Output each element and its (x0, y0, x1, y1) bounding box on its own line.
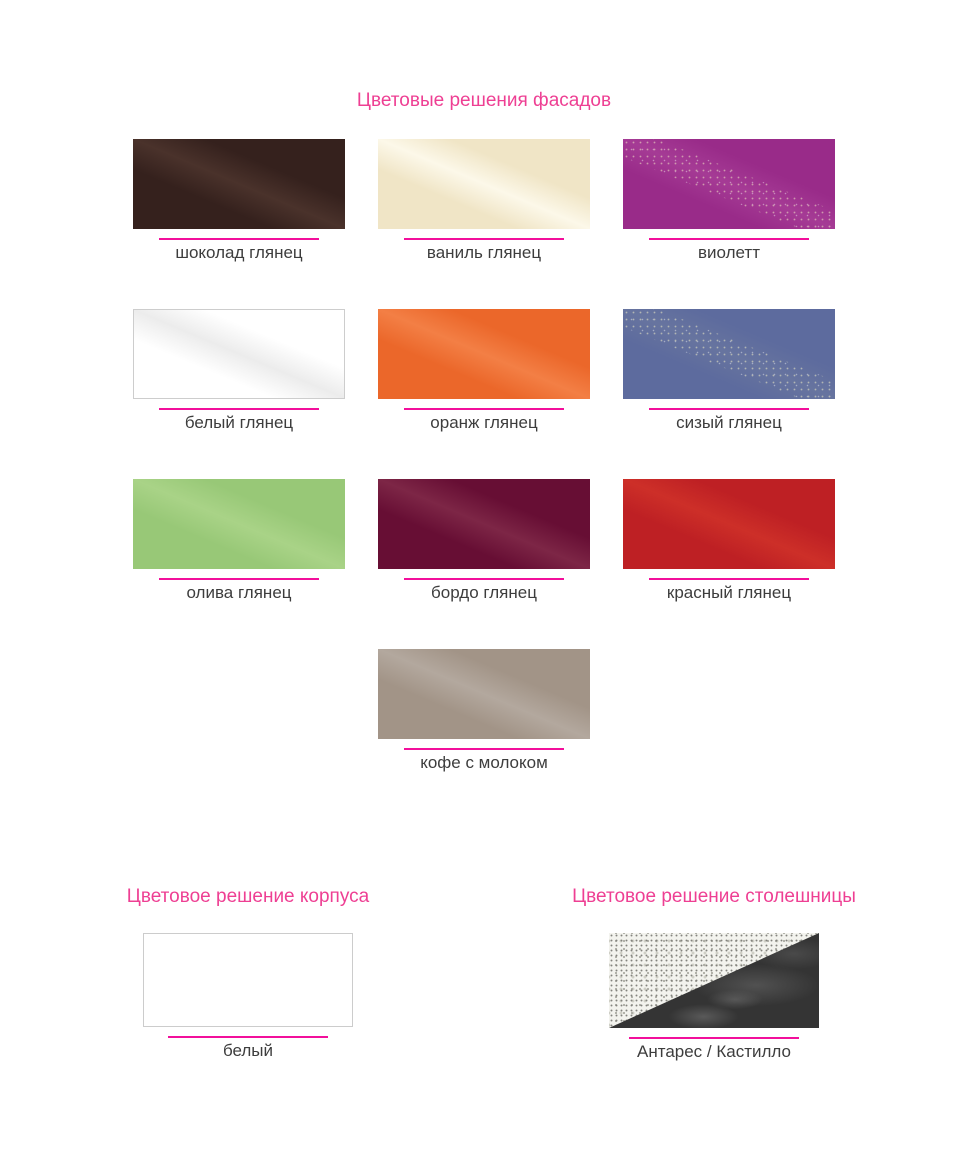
body-color-label: белый (222, 1041, 274, 1060)
facade-swatch (378, 309, 590, 433)
facade-swatch (133, 309, 345, 433)
swatch-label: олива глянец (186, 583, 292, 602)
color-tile (378, 479, 590, 569)
facade-swatch (133, 139, 345, 263)
color-tile (133, 309, 345, 399)
swatch-underline (404, 578, 564, 580)
facade-swatch (623, 309, 835, 433)
swatch-label: сизый глянец (676, 413, 782, 432)
swatch-label: оранж глянец (430, 413, 538, 432)
color-tile (378, 139, 590, 229)
swatch-label: кофе с молоком (420, 753, 548, 772)
page-body (0, 90, 968, 1170)
facade-swatch (623, 479, 835, 603)
swatch-underline (404, 408, 564, 410)
body-color-section (88, 886, 408, 1061)
swatch-underline (159, 578, 319, 580)
facade-swatch (378, 139, 590, 263)
swatch-underline (649, 578, 809, 580)
facade-grid (133, 139, 835, 773)
color-tile (378, 649, 590, 739)
color-options-sheet (0, 90, 968, 1080)
swatch-underline (629, 1037, 799, 1039)
swatch-label: шоколад глянец (175, 243, 303, 262)
swatch-label: белый глянец (184, 413, 294, 432)
facade-swatch (623, 139, 835, 263)
swatch-label: бордо глянец (431, 583, 537, 602)
countertop-section-title: Цветовое решение столешницы (572, 886, 856, 907)
facades-section-title: Цветовые решения фасадов (356, 90, 612, 111)
swatch-label: красный глянец (666, 583, 792, 602)
body-section-title: Цветовое решение корпуса (126, 886, 370, 907)
swatch-underline (404, 238, 564, 240)
body-color-tile (143, 933, 353, 1027)
facade-swatch (378, 479, 590, 603)
facade-swatch (133, 479, 345, 603)
color-tile (623, 139, 835, 229)
color-tile (133, 479, 345, 569)
swatch-label: ваниль глянец (426, 243, 542, 262)
swatch-underline (404, 748, 564, 750)
facade-swatch (378, 649, 590, 773)
color-tile (133, 139, 345, 229)
swatch-underline (649, 238, 809, 240)
swatch-label: виолетт (698, 243, 760, 262)
countertop-section (534, 886, 894, 1062)
swatch-underline (159, 408, 319, 410)
color-tile (378, 309, 590, 399)
bottom-sections (0, 773, 968, 1080)
countertop-tile (609, 933, 819, 1028)
color-tile (623, 309, 835, 399)
swatch-underline (168, 1036, 328, 1038)
color-tile (623, 479, 835, 569)
swatch-underline (159, 238, 319, 240)
countertop-label: Антарес / Кастилло (637, 1042, 791, 1061)
swatch-underline (649, 408, 809, 410)
